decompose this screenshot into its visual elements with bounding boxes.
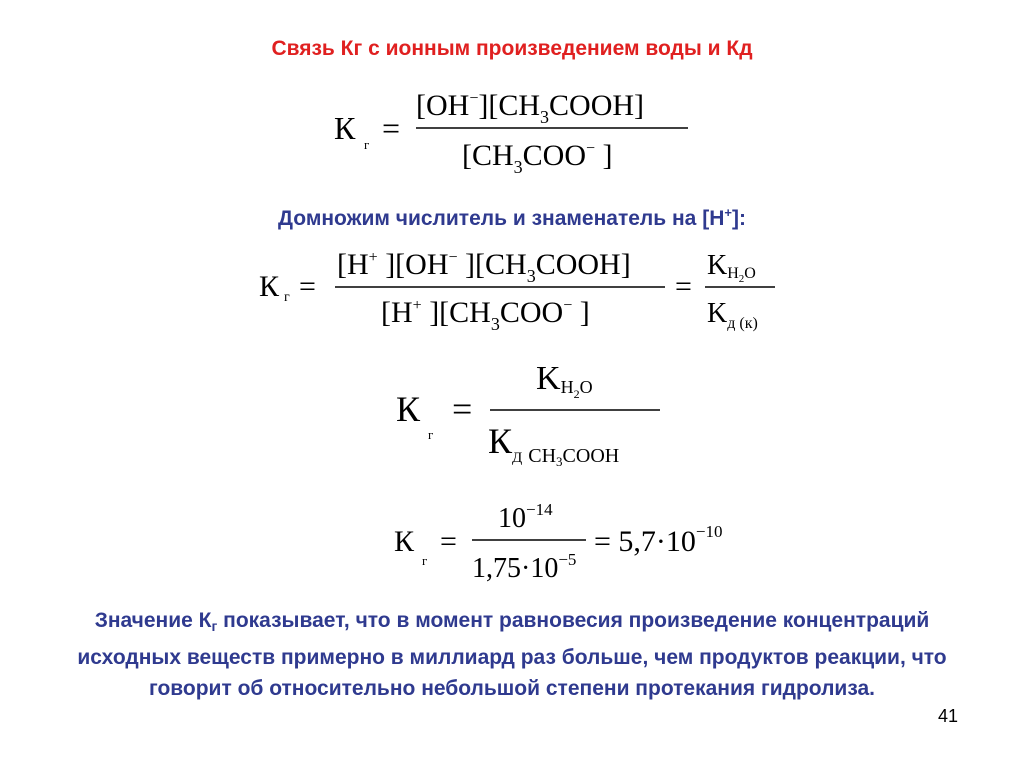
- conclusion-text: Значение Кг показывает, что в момент равновесия произведение концентраций исходных веществ примерно в миллиард раз больше, чем продуктов реакции, что говорит об относительно небольшой степени протекания гидролиза.: [77, 609, 947, 700]
- equals-sign: =: [382, 110, 401, 146]
- formula-ratio: [390, 355, 680, 475]
- water-constant: KH2O: [536, 360, 593, 401]
- k-symbol: К: [396, 389, 421, 429]
- numerator: $10^{-14}$: [498, 500, 553, 534]
- equals-sign: =: [440, 525, 457, 558]
- k-subscript: г: [428, 427, 434, 442]
- k-subscript: г: [364, 137, 370, 152]
- numerator: $[OH^-][CH_3COOH]$: [416, 89, 645, 127]
- slide-subtitle: Домножим числитель и знаменатель на [H+]:: [278, 205, 746, 230]
- slide-title: Связь Кг с ионным произведением воды и Кд: [271, 37, 753, 60]
- formula-multiplied: [255, 240, 785, 350]
- k-symbol: К: [394, 525, 415, 558]
- page-number: 41: [938, 706, 959, 726]
- equals-sign: =: [299, 270, 316, 303]
- k-symbol: К: [259, 270, 280, 303]
- water-constant: KH2O: [707, 250, 756, 285]
- acid-constant: $K_{д (к)}$: [707, 298, 758, 332]
- denominator: [H+ ][$CH_3COO^-$ ]: [381, 296, 590, 334]
- equals-sign: =: [452, 389, 473, 429]
- acid-constant: $К_Д$ CH3COOH: [488, 421, 620, 469]
- formula-numeric: [388, 495, 758, 590]
- numerator: [H+ ][OH− ]$[CH_3COOH]$: [337, 248, 631, 286]
- equals-sign: =: [675, 270, 692, 303]
- k-symbol: К: [334, 110, 356, 146]
- denominator: [$CH_3COO^-$ ]: [462, 139, 613, 177]
- k-subscript: г: [284, 290, 290, 305]
- k-subscript: г: [422, 553, 428, 568]
- denominator: $1,75\cdot 10^{-5}$: [472, 550, 577, 584]
- formula-hydrolysis-constant: [330, 85, 700, 185]
- result-value: = $5,7\cdot 10^{-10}$: [594, 522, 723, 558]
